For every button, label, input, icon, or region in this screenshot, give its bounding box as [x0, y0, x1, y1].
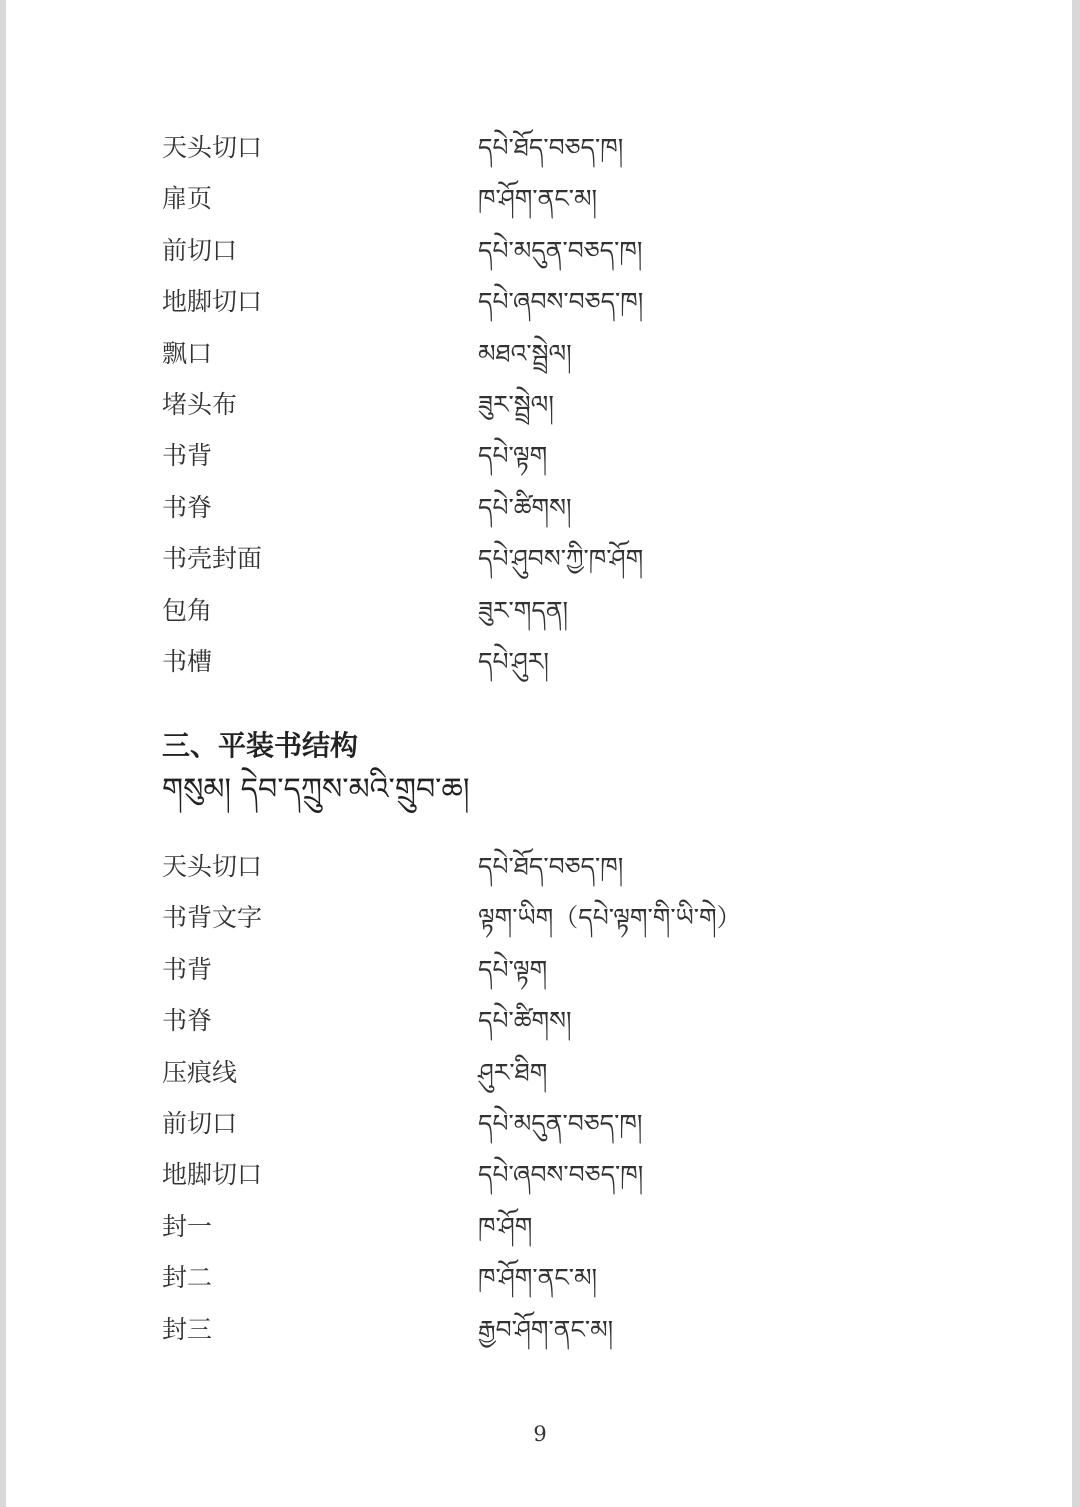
term-chinese: 封一: [162, 1211, 213, 1241]
term-chinese: 飘口: [162, 338, 213, 368]
term-chinese: 书背: [162, 954, 213, 984]
term-chinese: 书槽: [162, 646, 213, 676]
term-tibetan: དཔེ་ཚིགས།: [478, 492, 572, 522]
term-chinese: 封二: [162, 1263, 213, 1293]
term-tibetan: དཔེ་ལྟག: [478, 441, 548, 471]
term-chinese: 书背文字: [162, 903, 263, 933]
term-tibetan: དཔེ་ཐོད་བཅད་ཁ།: [478, 852, 624, 881]
term-tibetan: དཔེ་ཚིགས།: [478, 1006, 572, 1036]
term-tibetan: ཁ་ཤོག་ནང་མ།: [478, 184, 598, 214]
page-shadow-right: [1072, 0, 1080, 1507]
term-tibetan: དཔེ་ཤུབས་ཀྱི་ཁ་ཤོག: [478, 544, 644, 574]
term-tibetan: ཁ་ཤོག་ནང་མ།: [478, 1263, 598, 1293]
term-tibetan: དཔེ་ཐོད་བཅད་ཁ།: [478, 133, 624, 162]
term-tibetan: ཤུར་ཐིག: [478, 1057, 548, 1087]
term-chinese: 地脚切口: [162, 1160, 263, 1190]
term-tibetan: རྒྱབ་ཤོག་ནང་མ།: [478, 1314, 614, 1344]
term-chinese: 扉页: [162, 184, 213, 214]
term-tibetan: དཔེ་མདུན་བཅད་ཁ།: [478, 1108, 643, 1138]
page-number: 9: [533, 1422, 547, 1446]
term-chinese: 书脊: [162, 1006, 213, 1036]
term-tibetan: དཔེ་ལྟག: [478, 954, 548, 984]
term-tibetan: ལྟག་ཡིག（དཔེ་ལྟག་གི་ཡི་གེ）: [478, 903, 742, 933]
term-chinese: 书背: [162, 441, 213, 471]
section-heading-tibetan: གསུམ། དེབ་དཀྲུས་མའི་གྲུབ་ཆ།: [162, 772, 470, 807]
term-chinese: 压痕线: [162, 1057, 238, 1087]
term-chinese: 书壳封面: [162, 544, 263, 574]
term-chinese: 天头切口: [162, 133, 263, 162]
term-chinese: 天头切口: [162, 852, 263, 881]
term-tibetan: མཐའ་སྦྲེལ།: [478, 338, 572, 368]
term-tibetan: དཔེ་ཤུར།: [478, 646, 549, 676]
term-tibetan: ཟུར་གདན།: [478, 595, 569, 625]
term-tibetan: དཔེ་ཞབས་བཅད་ཁ།: [478, 1160, 644, 1190]
term-tibetan: དཔེ་ཞབས་བཅད་ཁ།: [478, 287, 644, 317]
term-chinese: 书脊: [162, 492, 213, 522]
term-chinese: 地脚切口: [162, 287, 263, 317]
term-tibetan: ཟུར་སྦྲེལ།: [478, 389, 554, 419]
term-chinese: 前切口: [162, 235, 238, 265]
section-heading-chinese: 三、平装书结构: [162, 729, 359, 762]
page-shadow-left: [0, 0, 6, 1507]
term-chinese: 前切口: [162, 1108, 238, 1138]
term-tibetan: ཁ་ཤོག: [478, 1211, 533, 1241]
term-tibetan: དཔེ་མདུན་བཅད་ཁ།: [478, 235, 643, 265]
term-chinese: 封三: [162, 1314, 213, 1344]
term-chinese: 堵头布: [162, 389, 238, 419]
term-chinese: 包角: [162, 595, 213, 625]
